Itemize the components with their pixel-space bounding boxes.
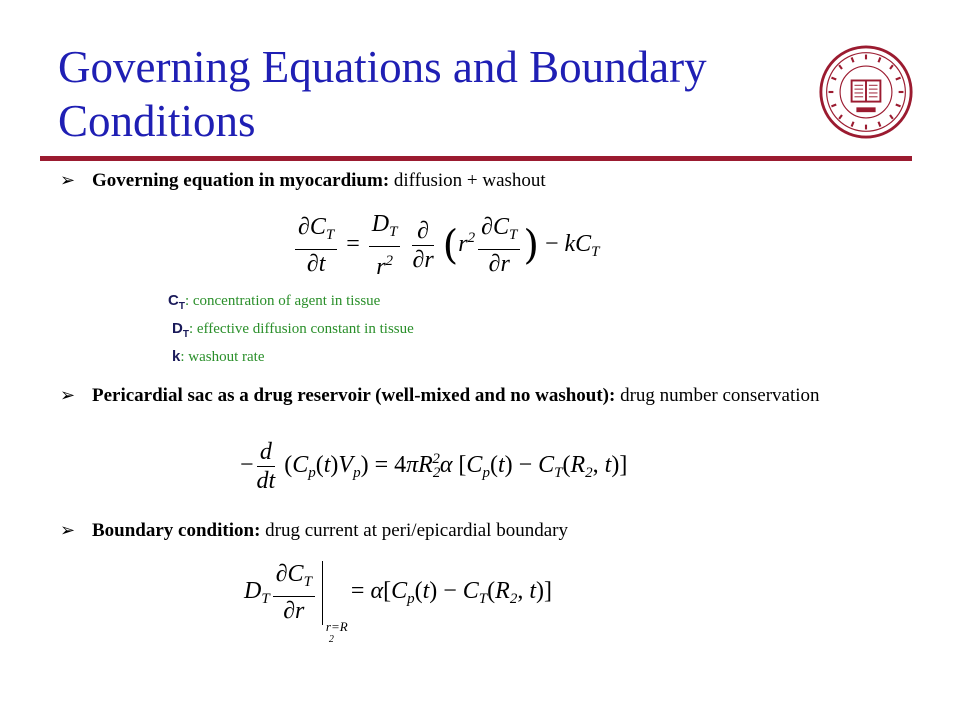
- drug-conservation-equation: − $\frac{d}{dt}$ $(C_p(t)V_p) = 4\pi R_2^2\alpha$ [$C_p(t) - C_T(R_2$, t)]: [240, 439, 628, 494]
- definition-k: k: washout rate: [172, 348, 265, 365]
- bullet-bold-text: Boundary condition:: [92, 520, 261, 541]
- definition-dt: $D_T$: effective diffusion constant in tissue: [172, 320, 414, 340]
- diffusion-washout-equation: $\frac{\partial C_T}{\partial t}$ = $\frac{D_T}{r^2}$ $\frac{\partial}{\partial r}$ ($r^2$ $\frac{\partial C_T}{\partial r}$ ) − $kC_T$: [292, 210, 600, 281]
- bullet-text: drug current at peri/epicardial boundary: [260, 520, 568, 541]
- arrow-bullet-icon: ➢: [60, 385, 76, 405]
- variable-definitions: [168, 290, 414, 368]
- bullet-bold-text: Governing equation in myocardium:: [92, 170, 390, 191]
- university-seal-icon: [818, 44, 914, 140]
- bullet-text: drug number conservation: [615, 385, 820, 406]
- bullet-text: diffusion + washout: [389, 170, 546, 191]
- boundary-condition-equation: $D_T$ $\frac{\partial C_T}{\partial r}$ r=R 2 = $\alpha[C_p(t) - C_T(R_2$, t)]: [244, 561, 552, 645]
- bullet-bold-text: Pericardial sac as a drug reservoir (well-mixed and no washout):: [92, 385, 616, 406]
- slide-title: Governing Equations and Boundary Conditions: [58, 42, 707, 146]
- definition-ct: $C_T$: concentration of agent in tissue: [168, 292, 381, 312]
- arrow-bullet-icon: ➢: [60, 170, 76, 190]
- arrow-bullet-icon: ➢: [60, 520, 76, 540]
- title-divider: [40, 156, 912, 161]
